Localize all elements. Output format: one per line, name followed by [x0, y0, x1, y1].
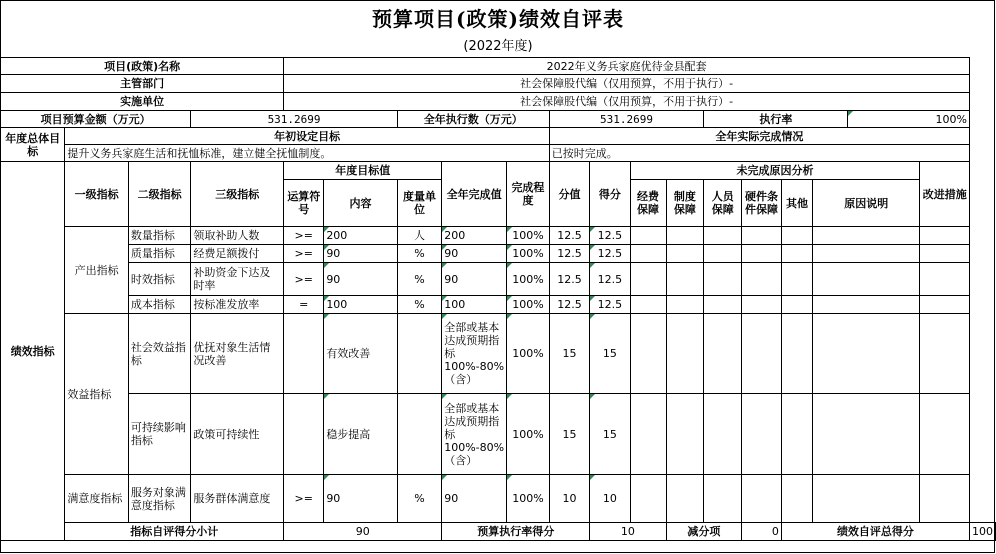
budget-value: 531.2699 [191, 111, 397, 128]
value-cell: 15 [549, 314, 589, 394]
operator-cell [284, 314, 324, 394]
reason-fund-header: 经费保障 [630, 180, 666, 227]
annual-goal-label: 年度总体目标 [1, 128, 65, 162]
reason-staff-cell [704, 245, 742, 263]
reason-staff-cell [704, 296, 742, 314]
reason-fund-cell [630, 314, 666, 394]
total-score-value: 100 [970, 523, 996, 541]
value-cell: 12.5 [549, 296, 589, 314]
project-name-label: 项目(政策)名称 [1, 58, 284, 75]
reason-other-cell [781, 245, 812, 263]
unit-cell [397, 394, 441, 475]
level3-cell: 领取补助人数 [191, 227, 284, 245]
level2-cell: 时效指标 [128, 263, 191, 296]
reason-hardware-cell [742, 227, 782, 245]
degree-cell: 100% [507, 475, 550, 523]
done-cell: 90 [442, 475, 507, 523]
done-cell: 90 [442, 245, 507, 263]
content-cell: 90 [324, 475, 397, 523]
degree-cell: 100% [507, 263, 550, 296]
done-cell: 100 [442, 296, 507, 314]
improve-cell [920, 227, 970, 245]
total-score-label: 绩效自评总得分 [781, 523, 969, 541]
deduction-value: 0 [742, 523, 782, 541]
benefit-group-label: 效益指标 [65, 314, 128, 475]
reason-explain-cell [813, 245, 920, 263]
level3-header: 三级指标 [191, 162, 284, 227]
reason-hardware-cell [742, 475, 782, 523]
complete-degree-header: 完成程度 [507, 162, 550, 227]
budget-rate-score-label: 预算执行率得分 [442, 523, 590, 541]
score-cell: 15 [590, 394, 630, 475]
operator-cell: >= [284, 245, 324, 263]
reason-explain-header: 原因说明 [813, 180, 920, 227]
value-cell: 12.5 [549, 263, 589, 296]
reason-other-cell [781, 475, 812, 523]
score-cell: 12.5 [590, 227, 630, 245]
annual-exec-value: 531.2699 [549, 111, 704, 128]
reason-system-header: 制度保障 [666, 180, 704, 227]
reason-staff-cell [704, 314, 742, 394]
reason-explain-cell [813, 394, 920, 475]
score-cell: 12.5 [590, 263, 630, 296]
satisfaction-group-label: 满意度指标 [65, 475, 128, 523]
output-group-label: 产出指标 [65, 227, 128, 314]
reason-other-cell [781, 394, 812, 475]
reason-hardware-cell [742, 296, 782, 314]
reason-other-header: 其他 [781, 180, 812, 227]
reason-fund-cell [630, 475, 666, 523]
sub-score-label: 指标自评得分小计 [65, 523, 284, 541]
reason-hardware-cell [742, 263, 782, 296]
reason-explain-cell [813, 227, 920, 245]
value-cell: 15 [549, 394, 589, 475]
reason-fund-cell [630, 296, 666, 314]
level3-cell: 按标准发放率 [191, 296, 284, 314]
department-value: 社会保障股代编（仅用预算，不用于执行）- [284, 75, 970, 93]
reason-staff-header: 人员保障 [704, 180, 742, 227]
department-label: 主管部门 [1, 75, 284, 93]
reason-other-cell [781, 263, 812, 296]
reason-staff-cell [704, 227, 742, 245]
reason-system-cell [666, 296, 704, 314]
unit-cell: % [397, 296, 441, 314]
initial-goal-header: 年初设定目标 [65, 128, 549, 145]
unit-cell [397, 314, 441, 394]
score-cell: 10 [590, 475, 630, 523]
perf-indicator-label: 绩效指标 [1, 162, 65, 541]
degree-cell: 100% [507, 296, 550, 314]
initial-goal-text: 提升义务兵家庭生活和抚恤标准，建立健全抚恤制度。 [65, 145, 549, 162]
content-cell: 200 [324, 227, 397, 245]
score-cell: 12.5 [590, 296, 630, 314]
degree-cell: 100% [507, 394, 550, 475]
value-cell: 12.5 [549, 227, 589, 245]
improve-cell [920, 314, 970, 394]
exec-rate-label: 执行率 [704, 111, 848, 128]
done-cell: 全部或基本达成预期指标100%-80%（含） [442, 314, 507, 394]
budget-label: 项目预算金额（万元） [1, 111, 191, 128]
target-value-header: 年度目标值 [284, 162, 442, 180]
reason-system-cell [666, 475, 704, 523]
level3-cell: 政策可持续性 [191, 394, 284, 475]
operator-cell: >= [284, 475, 324, 523]
level2-cell: 质量指标 [128, 245, 191, 263]
improve-header: 改进措施 [920, 162, 970, 227]
unfinished-reason-header: 未完成原因分析 [630, 162, 920, 180]
score-header: 得分 [590, 162, 630, 227]
score-cell: 12.5 [590, 245, 630, 263]
score-cell: 15 [590, 314, 630, 394]
level2-cell: 可持续影响指标 [128, 394, 191, 475]
operator-cell: >= [284, 263, 324, 296]
reason-explain-cell [813, 314, 920, 394]
content-cell: 90 [324, 263, 397, 296]
unit-cell: % [397, 263, 441, 296]
value-cell: 10 [549, 475, 589, 523]
operator-header: 运算符号 [284, 180, 324, 227]
actual-done-header: 全年实际完成情况 [549, 128, 969, 145]
project-name-value: 2022年义务兵家庭优待金县配套 [284, 58, 970, 75]
level1-header: 一级指标 [65, 162, 128, 227]
level2-cell: 服务对象满意度指标 [128, 475, 191, 523]
reason-other-cell [781, 296, 812, 314]
degree-cell: 100% [507, 314, 550, 394]
done-cell: 全部或基本达成预期指标100%-80%（含） [442, 394, 507, 475]
done-cell: 200 [442, 227, 507, 245]
implementer-label: 实施单位 [1, 93, 284, 111]
page-subtitle: (2022年度) [463, 38, 533, 54]
value-cell: 12.5 [549, 245, 589, 263]
budget-rate-score-value: 10 [590, 523, 666, 541]
unit-cell: 人 [397, 227, 441, 245]
done-cell: 90 [442, 263, 507, 296]
reason-fund-cell [630, 227, 666, 245]
operator-cell [284, 394, 324, 475]
level2-cell: 成本指标 [128, 296, 191, 314]
reason-other-cell [781, 227, 812, 245]
improve-cell [920, 263, 970, 296]
operator-cell: >= [284, 227, 324, 245]
level2-cell: 数量指标 [128, 227, 191, 245]
level2-header: 二级指标 [128, 162, 191, 227]
reason-system-cell [666, 227, 704, 245]
improve-cell [920, 296, 970, 314]
content-header: 内容 [324, 180, 397, 227]
reason-explain-cell [813, 475, 920, 523]
reason-hardware-cell [742, 394, 782, 475]
degree-cell: 100% [507, 227, 550, 245]
improve-cell [920, 394, 970, 475]
actual-done-text: 已按时完成。 [549, 145, 969, 162]
evaluation-table [0, 57, 996, 541]
level3-cell: 经费足额拨付 [191, 245, 284, 263]
content-cell: 稳步提高 [324, 394, 397, 475]
annual-complete-header: 全年完成值 [442, 162, 507, 227]
reason-system-cell [666, 394, 704, 475]
reason-other-cell [781, 314, 812, 394]
reason-hardware-header: 硬件条件保障 [742, 180, 782, 227]
level3-cell: 服务群体满意度 [191, 475, 284, 523]
level3-cell: 优抚对象生活情况改善 [191, 314, 284, 394]
page-title: 预算项目(政策)绩效自评表 [372, 6, 624, 31]
annual-exec-label: 全年执行数（万元） [397, 111, 549, 128]
reason-hardware-cell [742, 314, 782, 394]
reason-staff-cell [704, 263, 742, 296]
reason-staff-cell [704, 475, 742, 523]
unit-cell: % [397, 475, 441, 523]
reason-explain-cell [813, 263, 920, 296]
exec-rate-value: 100% [848, 111, 970, 128]
unit-header: 度量单位 [397, 180, 441, 227]
content-cell: 有效改善 [324, 314, 397, 394]
deduction-label: 减分项 [666, 523, 742, 541]
reason-hardware-cell [742, 245, 782, 263]
level3-cell: 补助资金下达及时率 [191, 263, 284, 296]
improve-cell [920, 245, 970, 263]
operator-cell: = [284, 296, 324, 314]
reason-system-cell [666, 263, 704, 296]
improve-cell [920, 475, 970, 523]
reason-staff-cell [704, 394, 742, 475]
reason-fund-cell [630, 245, 666, 263]
content-cell: 100 [324, 296, 397, 314]
score-value-header: 分值 [549, 162, 589, 227]
unit-cell: % [397, 245, 441, 263]
reason-fund-cell [630, 263, 666, 296]
reason-explain-cell [813, 296, 920, 314]
reason-fund-cell [630, 394, 666, 475]
content-cell: 90 [324, 245, 397, 263]
degree-cell: 100% [507, 245, 550, 263]
implementer-value: 社会保障股代编（仅用预算，不用于执行）- [284, 93, 970, 111]
reason-system-cell [666, 245, 704, 263]
sub-score-value: 90 [284, 523, 442, 541]
reason-system-cell [666, 314, 704, 394]
level2-cell: 社会效益指标 [128, 314, 191, 394]
